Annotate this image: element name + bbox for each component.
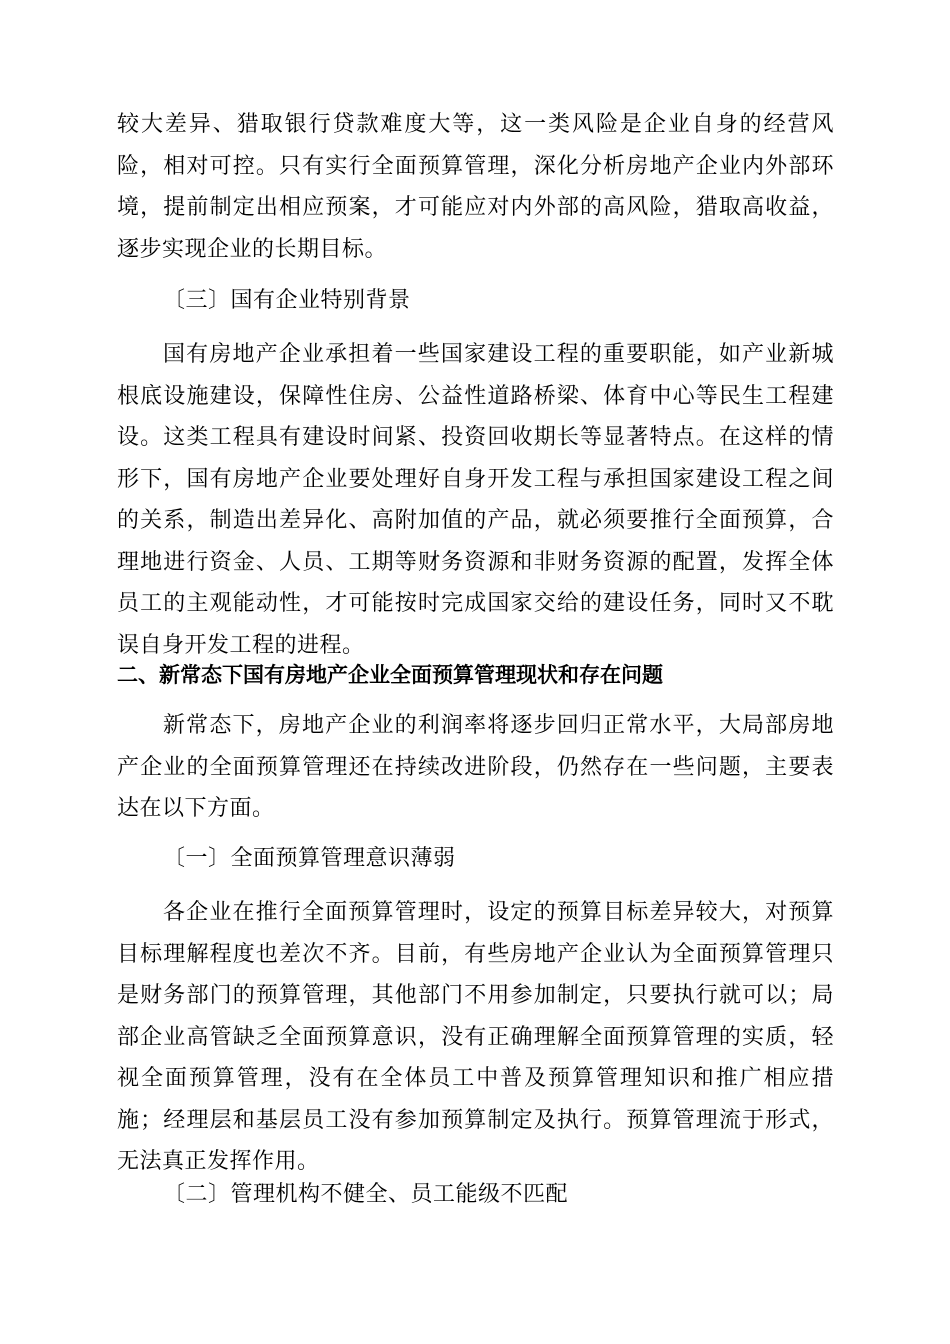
paragraph-new-normal-intro: 新常态下，房地产企业的利润率将逐步回归正常水平，大局部房地产企业的全面预算管理还在持续改进阶段，仍然存在一些问题，主要表达在以下方面。 bbox=[117, 713, 834, 821]
paragraph-state-enterprise-role: 国有房地产企业承担着一些国家建设工程的重要职能，如产业新城根底设施建设，保障性住房、公益性道路桥梁、体育中心等民生工程建设。这类工程具有建设时间紧、投资回收期长等显著特点。在这样的情形下，国有房地产企业要处理好自身开发工程与承担国家建设工程之间的关系，制造出差异化、高附加值的产品，就必须要推行全面预算，合理地进行资金、人员、工期等财务资源和非财务资源的配置，发挥全体员工的主观能动性，才可能按时完成国家交给的建设任务，同时又不耽误自身开发工程的进程。 bbox=[117, 342, 834, 658]
subheading-weak-budget-awareness: 〔一〕全面预算管理意识薄弱 bbox=[163, 846, 456, 871]
paragraph-risk-conclusion: 较大差异、猎取银行贷款难度大等，这一类风险是企业自身的经营风险，相对可控。只有实行全面预算管理，深化分析房地产企业内外部环境，提前制定出相应预案，才可能应对内外部的高风险，猎取高收益，逐步实现企业的长期目标。 bbox=[117, 112, 834, 262]
section-heading-current-status-problems: 二、新常态下国有房地产企业全面预算管理现状和存在问题 bbox=[117, 663, 663, 687]
subheading-state-enterprise-background: 〔三〕国有企业特别背景 bbox=[163, 288, 411, 313]
subheading-management-structure: 〔二〕管理机构不健全、员工能级不匹配 bbox=[163, 1182, 569, 1207]
paragraph-budget-awareness-detail: 各企业在推行全面预算管理时，设定的预算目标差异较大，对预算目标理解程度也差次不齐。目前，有些房地产企业认为全面预算管理只是财务部门的预算管理，其他部门不用参加制定，只要执行就可以；局部企业高管缺乏全面预算意识，没有正确理解全面预算管理的实质，轻视全面预算管理，没有在全体员工中普及预算管理知识和推广相应措施；经理层和基层员工没有参加预算制定及执行。预算管理流于形式，无法真正发挥作用。 bbox=[117, 900, 834, 1174]
